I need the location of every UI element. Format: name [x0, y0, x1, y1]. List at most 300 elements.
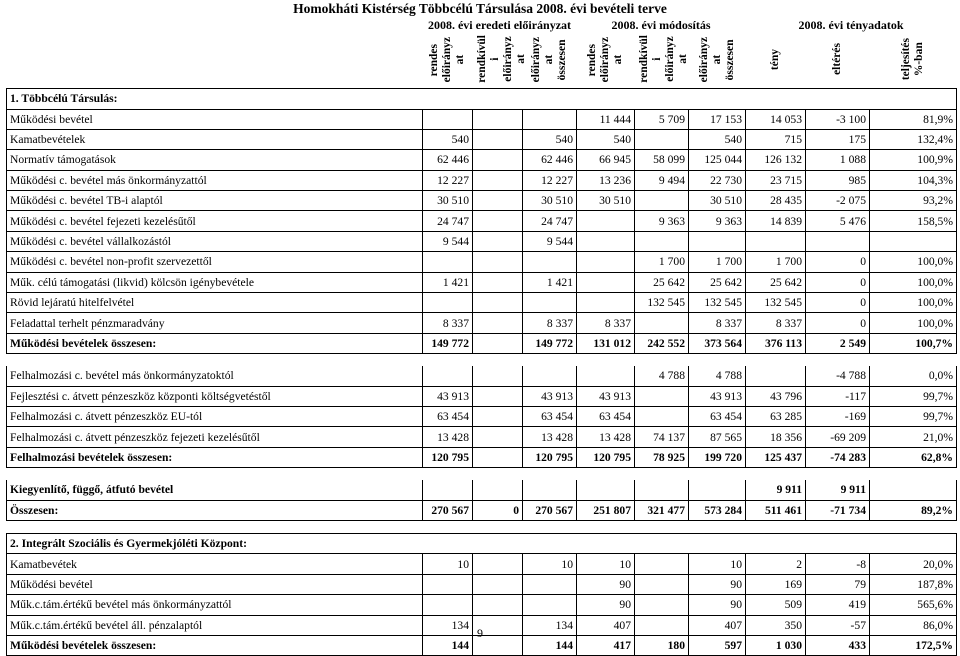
- table-cell: 12 227: [423, 170, 473, 190]
- column-header: [523, 35, 577, 88]
- table-cell: [473, 554, 523, 574]
- row-label: Műk.c.tám.értékű bevétel áll. pénzalaptól: [7, 615, 423, 635]
- table-cell: 158,5%: [870, 211, 957, 231]
- table-cell: [635, 386, 689, 406]
- table-cell: 24 747: [523, 211, 577, 231]
- column-header: [473, 35, 527, 88]
- table-cell: [577, 354, 635, 367]
- table-cell: [689, 520, 746, 533]
- table-cell: [473, 480, 523, 500]
- table-cell: 2: [746, 554, 806, 574]
- table-cell: 63 454: [689, 406, 746, 426]
- table-cell: 89,2%: [870, 500, 957, 520]
- table-cell: 100,0%: [870, 313, 957, 333]
- table-cell: -71 734: [806, 500, 870, 520]
- table-cell: [635, 231, 689, 251]
- table-cell: 126 132: [746, 150, 806, 170]
- table-cell: [473, 272, 523, 292]
- table-cell: [473, 354, 523, 367]
- table-cell: 350: [746, 615, 806, 635]
- table-row: [7, 333, 957, 353]
- table-row: [7, 595, 957, 615]
- table-cell: [523, 468, 577, 481]
- table-cell: 43 913: [689, 386, 746, 406]
- table-cell: [689, 480, 746, 500]
- table-cell: [423, 595, 473, 615]
- table-cell: 63 454: [423, 406, 473, 426]
- table-cell: 13 236: [577, 170, 635, 190]
- table-cell: [523, 574, 577, 594]
- table-cell: [523, 109, 577, 129]
- table-cell: -4 788: [806, 366, 870, 386]
- table-cell: 0: [806, 293, 870, 313]
- table-cell: 66 945: [577, 150, 635, 170]
- table-cell: [577, 211, 635, 231]
- table-cell: 10: [689, 554, 746, 574]
- table-row: [7, 427, 957, 447]
- table-cell: 10: [577, 554, 635, 574]
- table-cell: 242 552: [635, 333, 689, 353]
- table-cell: 10: [523, 554, 577, 574]
- row-label: Kamatbevétek: [7, 554, 423, 574]
- row-label: Normatív támogatások: [7, 150, 423, 170]
- row-label: Működési c. bevétel non-profit szervezettől: [7, 252, 423, 272]
- table-cell: 1 700: [689, 252, 746, 272]
- table-cell: [523, 520, 577, 533]
- table-cell: 0: [806, 252, 870, 272]
- table-cell: [473, 520, 523, 533]
- table-cell: 25 642: [689, 272, 746, 292]
- table-cell: 18 356: [746, 427, 806, 447]
- table-cell: [806, 520, 870, 533]
- table-cell: [423, 574, 473, 594]
- table-cell: [746, 366, 806, 386]
- table-cell: 149 772: [423, 333, 473, 353]
- spacer-row: [7, 354, 957, 367]
- table-cell: [689, 468, 746, 481]
- table-row: [7, 313, 957, 333]
- table-cell: 1 421: [523, 272, 577, 292]
- table-cell: [423, 366, 473, 386]
- section-label: 1. Többcélú Társulás:: [7, 89, 957, 109]
- table-cell: 24 747: [423, 211, 473, 231]
- table-cell: [806, 468, 870, 481]
- row-label: Működési c. bevétel más önkormányzattól: [7, 170, 423, 190]
- table-cell: 417: [577, 635, 635, 655]
- section-header-row: [7, 533, 957, 553]
- table-cell: [473, 293, 523, 313]
- section-header-row: [7, 89, 957, 109]
- table-cell: [473, 366, 523, 386]
- table-row: [7, 191, 957, 211]
- table-cell: 9 363: [689, 211, 746, 231]
- table-cell: 199 720: [689, 447, 746, 467]
- table-cell: [635, 313, 689, 333]
- column-header: [689, 35, 746, 88]
- table-cell: 93,2%: [870, 191, 957, 211]
- table-cell: 132 545: [635, 293, 689, 313]
- row-label: Rövid lejáratú hitelfelvétel: [7, 293, 423, 313]
- table-cell: 132,4%: [870, 129, 957, 149]
- table-cell: 132 545: [746, 293, 806, 313]
- table-cell: 2 549: [806, 333, 870, 353]
- column-header-label: előirányz at összesen: [697, 36, 736, 82]
- table-cell: [473, 406, 523, 426]
- table-cell: 1 088: [806, 150, 870, 170]
- table-cell: [523, 480, 577, 500]
- row-label: Működési bevétel: [7, 574, 423, 594]
- row-label: Fejlesztési c. átvett pénzeszköz központi költségvetéstől: [7, 386, 423, 406]
- table-cell: -3 100: [806, 109, 870, 129]
- table-row: [7, 170, 957, 190]
- table-cell: 43 913: [423, 386, 473, 406]
- table-cell: 100,0%: [870, 293, 957, 313]
- table-cell: 9 363: [635, 211, 689, 231]
- table-cell: 509: [746, 595, 806, 615]
- table-row: [7, 500, 957, 520]
- table-cell: 0,0%: [870, 366, 957, 386]
- group-header-modified: 2008. évi módosítás: [611, 18, 711, 33]
- table-cell: 100,9%: [870, 150, 957, 170]
- table-cell: 120 795: [423, 447, 473, 467]
- table-row: [7, 386, 957, 406]
- table-cell: 20,0%: [870, 554, 957, 574]
- table-cell: [806, 354, 870, 367]
- table-cell: 43 913: [577, 386, 635, 406]
- table-cell: [577, 272, 635, 292]
- table-cell: 134: [523, 615, 577, 635]
- table-cell: 13 428: [523, 427, 577, 447]
- column-header-label: eltérés: [831, 43, 844, 76]
- table-cell: [423, 252, 473, 272]
- table-cell: -117: [806, 386, 870, 406]
- table-cell: [523, 293, 577, 313]
- table-cell: [473, 170, 523, 190]
- column-header-label: rendes előirányz at: [428, 36, 466, 82]
- table-cell: [689, 354, 746, 367]
- table-cell: [473, 447, 523, 467]
- table-cell: 62 446: [523, 150, 577, 170]
- table-body: [7, 89, 957, 656]
- table-cell: 169: [746, 574, 806, 594]
- table-cell: 25 642: [746, 272, 806, 292]
- table-cell: [423, 468, 473, 481]
- table-cell: 90: [577, 574, 635, 594]
- table-cell: [635, 480, 689, 500]
- table-cell: [635, 520, 689, 533]
- row-label: Feladattal terhelt pénzmaradvány: [7, 313, 423, 333]
- table-cell: 134: [423, 615, 473, 635]
- table-cell: 81,9%: [870, 109, 957, 129]
- table-cell: [473, 313, 523, 333]
- table-cell: 30 510: [523, 191, 577, 211]
- table-cell: 86,0%: [870, 615, 957, 635]
- row-label: Működési bevételek összesen:: [7, 333, 423, 353]
- table-cell: 13 428: [423, 427, 473, 447]
- table-cell: [473, 231, 523, 251]
- table-cell: 8 337: [577, 313, 635, 333]
- table-cell: 8 337: [523, 313, 577, 333]
- table-cell: 172,5%: [870, 635, 957, 655]
- table-row: [7, 574, 957, 594]
- row-label: Működési c. bevétel TB-i alaptól: [7, 191, 423, 211]
- table-cell: 540: [689, 129, 746, 149]
- column-header: [635, 35, 689, 88]
- table-row: [7, 293, 957, 313]
- table-cell: -8: [806, 554, 870, 574]
- table-cell: [473, 574, 523, 594]
- column-header: [423, 35, 473, 88]
- table-cell: 99,7%: [870, 386, 957, 406]
- row-label: Kamatbevételek: [7, 129, 423, 149]
- table-cell: [635, 595, 689, 615]
- table-cell: 43 913: [523, 386, 577, 406]
- table-row: [7, 129, 957, 149]
- table-cell: [635, 354, 689, 367]
- table-cell: 9 911: [806, 480, 870, 500]
- table-cell: [577, 293, 635, 313]
- table-cell: 175: [806, 129, 870, 149]
- table-cell: [523, 366, 577, 386]
- table-cell: -74 283: [806, 447, 870, 467]
- table-cell: [473, 427, 523, 447]
- table-cell: [746, 520, 806, 533]
- table-row: [7, 109, 957, 129]
- table-cell: [870, 468, 957, 481]
- table-cell: 0: [806, 272, 870, 292]
- table-cell: 149 772: [523, 333, 577, 353]
- table-cell: [870, 231, 957, 251]
- row-label: Működési c. bevétel fejezeti kezelésűtől: [7, 211, 423, 231]
- table-cell: 63 454: [577, 406, 635, 426]
- table-cell: 9 544: [423, 231, 473, 251]
- table-cell: [635, 191, 689, 211]
- table-cell: 540: [523, 129, 577, 149]
- row-label: [7, 468, 423, 481]
- column-header-label: teljesítés %-ban: [900, 38, 926, 81]
- table-cell: 376 113: [746, 333, 806, 353]
- table-cell: [806, 231, 870, 251]
- table-row: [7, 150, 957, 170]
- table-cell: [523, 252, 577, 272]
- table-cell: [635, 554, 689, 574]
- table-cell: 22 730: [689, 170, 746, 190]
- table-cell: 120 795: [577, 447, 635, 467]
- table-cell: [423, 480, 473, 500]
- table-cell: 597: [689, 635, 746, 655]
- table-row: [7, 447, 957, 467]
- table-cell: [473, 129, 523, 149]
- table-cell: [635, 574, 689, 594]
- table-cell: [746, 354, 806, 367]
- table-cell: 30 510: [423, 191, 473, 211]
- table-cell: 0: [806, 313, 870, 333]
- table-cell: [635, 468, 689, 481]
- column-header-label: rendes előirányz at: [586, 36, 625, 82]
- table-cell: 132 545: [689, 293, 746, 313]
- table-cell: [523, 595, 577, 615]
- table-row: [7, 252, 957, 272]
- table-cell: [473, 252, 523, 272]
- column-header: [746, 35, 806, 88]
- table-cell: 407: [577, 615, 635, 635]
- row-label: Felhalmozási c. átvett pénzeszköz fejezeti kezelésűtől: [7, 427, 423, 447]
- table-row: [7, 231, 957, 251]
- table-cell: [473, 468, 523, 481]
- table-cell: 1 421: [423, 272, 473, 292]
- column-header-label: előirányz at összesen: [530, 36, 568, 82]
- table-cell: [577, 480, 635, 500]
- table-cell: 100,0%: [870, 252, 957, 272]
- table-cell: [473, 211, 523, 231]
- table-row: [7, 406, 957, 426]
- table-cell: 8 337: [423, 313, 473, 333]
- table-cell: [577, 252, 635, 272]
- table-cell: 0: [473, 500, 523, 520]
- group-header-row: [7, 16, 957, 35]
- row-label: [7, 520, 423, 533]
- table-cell: 1 700: [746, 252, 806, 272]
- table-cell: 573 284: [689, 500, 746, 520]
- table-cell: 125 044: [689, 150, 746, 170]
- page-title: Homokháti Kistérség Többcélú Társulása 2008. évi bevételi terve: [293, 1, 667, 16]
- table-row: [7, 366, 957, 386]
- table-cell: [523, 354, 577, 367]
- column-header-row: [7, 35, 957, 88]
- table-cell: 10: [423, 554, 473, 574]
- table-cell: 187,8%: [870, 574, 957, 594]
- table-row: [7, 211, 957, 231]
- row-label: Kiegyenlítő, függő, átfutó bevétel: [7, 480, 423, 500]
- table-cell: 30 510: [577, 191, 635, 211]
- table-cell: 87 565: [689, 427, 746, 447]
- table-cell: [423, 109, 473, 129]
- table-cell: 540: [423, 129, 473, 149]
- row-label: [7, 354, 423, 367]
- table-cell: 270 567: [523, 500, 577, 520]
- table-cell: [746, 231, 806, 251]
- table-cell: [473, 333, 523, 353]
- row-label: Felhalmozási c. bevétel más önkormányzatoktól: [7, 366, 423, 386]
- table-cell: 373 564: [689, 333, 746, 353]
- table-cell: 540: [577, 129, 635, 149]
- table-cell: 120 795: [523, 447, 577, 467]
- table-cell: 407: [689, 615, 746, 635]
- table-cell: 9 544: [523, 231, 577, 251]
- table-cell: 63 454: [523, 406, 577, 426]
- row-label: Működési bevételek összesen:: [7, 635, 423, 655]
- table-cell: [870, 354, 957, 367]
- group-header-actual: 2008. évi tényadatok: [798, 18, 904, 33]
- table-cell: -2 075: [806, 191, 870, 211]
- table-cell: 79: [806, 574, 870, 594]
- table-cell: 17 153: [689, 109, 746, 129]
- column-header-label: rendkívül i előirányz at: [637, 35, 689, 84]
- table-cell: 8 337: [746, 313, 806, 333]
- table-cell: 90: [689, 595, 746, 615]
- table-cell: 1 030: [746, 635, 806, 655]
- table-cell: -69 209: [806, 427, 870, 447]
- table-cell: 144: [523, 635, 577, 655]
- table-cell: 419: [806, 595, 870, 615]
- table-cell: [870, 520, 957, 533]
- table-cell: [635, 129, 689, 149]
- table-cell: [577, 231, 635, 251]
- table-row: [7, 480, 957, 500]
- table-cell: 11 444: [577, 109, 635, 129]
- budget-table: [6, 16, 957, 656]
- table-cell: 144: [423, 635, 473, 655]
- table-cell: [577, 520, 635, 533]
- table-cell: 74 137: [635, 427, 689, 447]
- row-label: Műk.c.tám.értékű bevétel más önkormányzattól: [7, 595, 423, 615]
- table-cell: 63 285: [746, 406, 806, 426]
- group-header-original: 2008. évi eredeti előirányzat: [427, 18, 572, 33]
- table-cell: 30 510: [689, 191, 746, 211]
- column-header: [870, 35, 957, 88]
- table-cell: [689, 231, 746, 251]
- table-cell: [473, 386, 523, 406]
- table-cell: [473, 191, 523, 211]
- table-row: [7, 272, 957, 292]
- spacer-row: [7, 468, 957, 481]
- table-cell: [746, 468, 806, 481]
- table-cell: 4 788: [689, 366, 746, 386]
- table-cell: 180: [635, 635, 689, 655]
- table-cell: 23 715: [746, 170, 806, 190]
- page-number: 9: [477, 626, 483, 640]
- column-header-label: tény: [769, 48, 782, 70]
- table-cell: [577, 366, 635, 386]
- table-cell: 90: [689, 574, 746, 594]
- section-label: 2. Integrált Szociális és Gyermekjóléti Központ:: [7, 533, 957, 553]
- table-cell: 28 435: [746, 191, 806, 211]
- table-cell: 90: [577, 595, 635, 615]
- table-cell: 9 494: [635, 170, 689, 190]
- table-cell: 62 446: [423, 150, 473, 170]
- table-cell: [423, 293, 473, 313]
- row-label: Működési bevétel: [7, 109, 423, 129]
- table-cell: [473, 595, 523, 615]
- table-cell: 8 337: [689, 313, 746, 333]
- column-header: [806, 35, 870, 88]
- table-row: [7, 554, 957, 574]
- table-cell: 43 796: [746, 386, 806, 406]
- row-label: Felhalmozási c. átvett pénzeszköz EU-tól: [7, 406, 423, 426]
- table-cell: 715: [746, 129, 806, 149]
- table-cell: 321 477: [635, 500, 689, 520]
- table-cell: 78 925: [635, 447, 689, 467]
- table-cell: [423, 354, 473, 367]
- table-cell: [423, 520, 473, 533]
- table-cell: 100,0%: [870, 272, 957, 292]
- table-cell: 5 709: [635, 109, 689, 129]
- row-label: Működési c. bevétel vállalkozástól: [7, 231, 423, 251]
- table-cell: [635, 406, 689, 426]
- table-cell: 62,8%: [870, 447, 957, 467]
- row-label: Összesen:: [7, 500, 423, 520]
- table-cell: 511 461: [746, 500, 806, 520]
- spacer-row: [7, 520, 957, 533]
- row-label: Műk. célú támogatási (likvid) kölcsön igénybevétele: [7, 272, 423, 292]
- table-cell: 12 227: [523, 170, 577, 190]
- table-cell: 13 428: [577, 427, 635, 447]
- table-cell: 125 437: [746, 447, 806, 467]
- column-header: [577, 35, 635, 88]
- table-cell: -169: [806, 406, 870, 426]
- table-cell: [473, 150, 523, 170]
- table-cell: [577, 468, 635, 481]
